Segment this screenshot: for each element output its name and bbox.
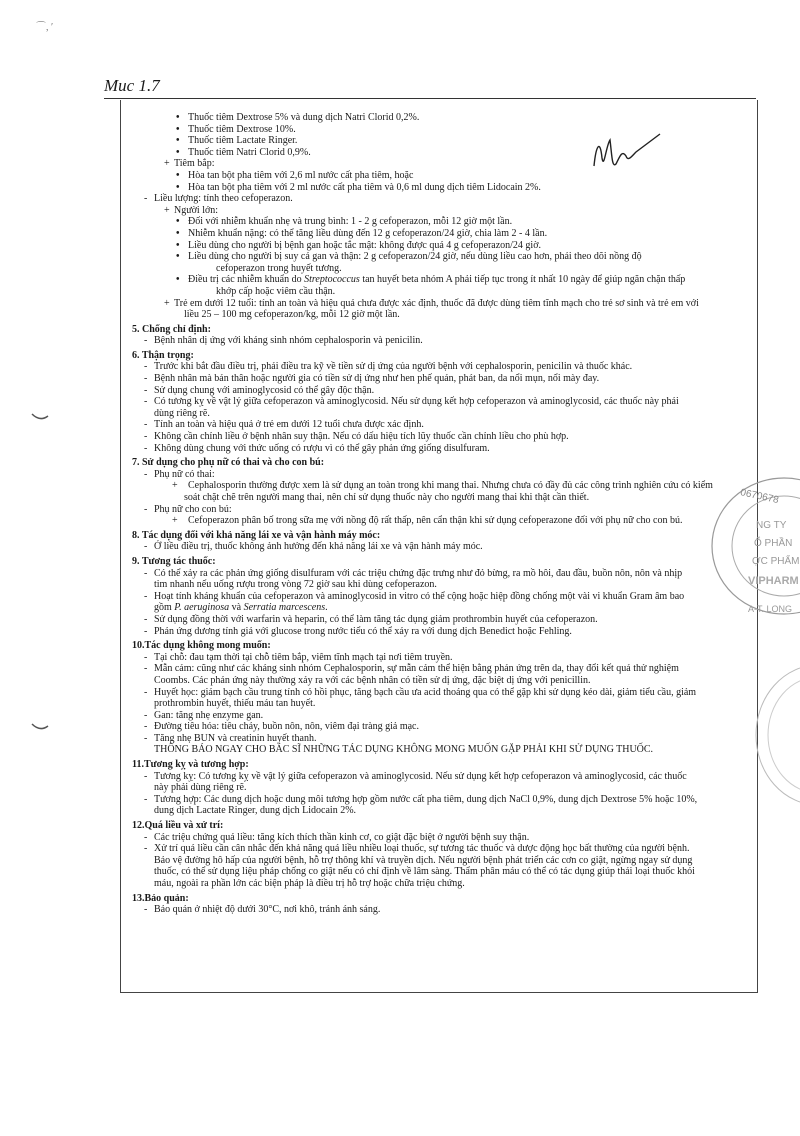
list-item: - Tính an toàn và hiệu quả ở trẻ em dưới 12 tuổi chưa được xác định. — [132, 419, 752, 431]
stamp-line: NG TY — [756, 520, 787, 531]
section-heading: 6. Thận trọng: — [132, 349, 194, 361]
list-item: - Có thể xảy ra các phản ứng giống disulfuram với các triệu chứng đặc trưng như đỏ bừng, ra mồ hôi, đau đầu, buồn nôn, nôn và nhịp — [132, 568, 752, 580]
warning-notice: THÔNG BÁO NGAY CHO BÁC SĨ NHỮNG TÁC DỤNG KHÔNG MONG MUỐN GẶP PHẢI KHI SỬ DỤNG THUỐC. — [154, 744, 654, 756]
section-heading: 9. Tương tác thuốc: — [132, 555, 216, 567]
list-item: • Thuốc tiêm Dextrose 5% và dung dịch Natri Clorid 0,2%. — [132, 112, 752, 124]
list-item: - Phụ nữ có thai: — [132, 469, 752, 481]
list-item: - Hoạt tính kháng khuẩn của cefoperazon và aminoglycosid in vitro có thể cộng hoặc hiệp đồng chống một vài vi khuẩn Gram âm bao — [132, 591, 752, 603]
list-item-continuation: dùng riêng rẽ. — [154, 407, 210, 419]
section-heading: 7. Sử dụng cho phụ nữ có thai và cho con bú: — [132, 457, 325, 469]
sub-heading: + Tiêm bắp: — [132, 158, 752, 170]
list-item-continuation: prothrombin huyết, thiếu máu tan huyết. — [154, 698, 316, 710]
section-heading: 11.Tương kỵ và tương hợp: — [132, 759, 249, 771]
list-item: - Đường tiêu hóa: tiêu chảy, buồn nôn, nôn, viêm đại tràng giả mạc. — [132, 721, 752, 733]
list-item: - Tại chỗ: đau tạm thời tại chỗ tiêm bắp, viêm tĩnh mạch tại nơi tiêm truyền. — [132, 652, 752, 664]
list-item: • Nhiễm khuẩn nặng: có thể tăng liều dùng đến 12 g cefoperazon/24 giờ, chia làm 2 - 4 lần. — [132, 228, 752, 240]
list-item: - Xử trí quá liều cần cân nhắc đến khả năng quá liều nhiều loại thuốc, sự tương tác thuốc và dược động học bất thường của người bệnh. — [132, 843, 752, 855]
list-item: - Phụ nữ cho con bú: — [132, 504, 752, 516]
list-item: • Liều dùng cho người bị bệnh gan hoặc tắc mật: không được quá 4 g cefoperazon/24 giờ. — [132, 240, 752, 252]
stamp-line: Ổ PHẦN — [754, 538, 793, 549]
list-item: - Bệnh nhân dị ứng với kháng sinh nhóm cephalosporin và penicilin. — [132, 335, 752, 347]
list-item: - Sử dụng đồng thời với warfarin và heparin, có thể làm tăng tác dụng giảm prothrombin huyết của cefoperazon. — [132, 614, 752, 626]
list-item-continuation: gồm P. aeruginosa và Serratia marcescens. — [154, 602, 328, 614]
list-item: - Bệnh nhân mà bản thân hoặc người gia có tiền sử dị ứng như hen phế quản, phát ban, da nổi mụn, nổi mày đay. — [132, 373, 752, 385]
header-rule — [104, 98, 756, 99]
list-item: - Tăng nhẹ BUN và creatinin huyết thanh. — [132, 733, 752, 745]
list-item-continuation: tim nhanh nếu uống rượu trong vòng 72 giờ sau khi dùng cefoperazon. — [154, 579, 437, 591]
list-item: - Mẫn cảm: cũng như các kháng sinh nhóm Cephalosporin, sự mẫn cảm thể hiện bằng phản ứng trên da, thay đổi kết quả thử nghiệm — [132, 663, 752, 675]
list-item: - Sử dụng chung với aminoglycosid có thể gây độc thận. — [132, 385, 752, 397]
list-item: + Cefoperazon phân bố trong sữa mẹ với nồng độ rất thấp, nên cẩn thận khi sử dụng cefoperazone đối với phụ nữ cho con bú. — [132, 515, 752, 527]
list-item: - Huyết học: giảm bạch cầu trung tính có hồi phục, tăng bạch cầu ưa acid thoáng qua có thể gặp khi sử dụng kéo dài, giảm tiểu cầu, giảm — [132, 687, 752, 699]
list-item: - Gan: tăng nhẹ enzyme gan. — [132, 710, 752, 722]
corner-scribble: ⌒, ′ — [36, 22, 54, 33]
list-item: • Hòa tan bột pha tiêm với 2,6 ml nước cất pha tiêm, hoặc — [132, 170, 752, 182]
list-item-continuation: dung dịch Lactate Ringer, dung dịch Lidocain 2%. — [154, 805, 357, 817]
stamp-number: 0670678 — [739, 487, 780, 507]
section-heading: 13.Bảo quản: — [132, 892, 189, 904]
list-item: • Điều trị các nhiễm khuẩn do Streptococcus tan huyết beta nhóm A phải tiếp tục trong ít nhất 10 ngày để giúp ngăn chặn thấp — [132, 274, 752, 286]
list-item: • Thuốc tiêm Lactate Ringer. — [132, 135, 752, 147]
list-item-continuation: thuốc, có thể sử dụng liệu pháp chống co giật nếu có chỉ định về lâm sàng. Thẩm phân máu có thể có tác dụng giúp thải loại thuốc khỏi — [154, 866, 695, 878]
sub-heading: + Người lớn: — [132, 205, 752, 217]
organism-name: Streptococcus — [304, 274, 360, 286]
list-item-continuation: Coombs. Các phản ứng này thường xảy ra với các bệnh nhân có tiền sử dị ứng, đặc biệt dị ứng với penicillin. — [154, 674, 591, 686]
section-heading: 12.Quá liều và xử trí: — [132, 820, 224, 832]
list-item: - Ở liều điều trị, thuốc không ảnh hưởng đến khả năng lái xe và vận hành máy móc. — [132, 541, 752, 553]
list-item: • Liều dùng cho người bị suy cả gan và thận: 2 g cefoperazon/24 giờ, nếu dùng liều cao hơn, phải theo dõi nồng độ — [132, 251, 752, 263]
section-heading: 8. Tác dụng đối với khả năng lái xe và vận hành máy móc: — [132, 529, 381, 541]
stamp-line: ỢC PHẨM — [752, 556, 800, 567]
list-item-continuation: máu, ngoài ra phần lớn các biện pháp là điều trị hỗ trợ hoặc chữa triệu chứng. — [154, 878, 465, 889]
list-item: - Phản ứng dương tính giả với glucose trong nước tiểu có thể xảy ra với dung dịch Benedict hoặc Fehling. — [132, 626, 752, 638]
section-heading: 10.Tác dụng không mong muốn: — [132, 640, 271, 652]
list-item: - Tương kỵ: Có tương kỵ về vật lý giữa cefoperazon và aminoglycosid. Nếu sử dụng kết hợp cefoperazon và aminoglycosid, các thuốc — [132, 771, 752, 783]
partial-stamp-mark — [748, 660, 800, 810]
list-item: • Thuốc tiêm Natri Clorid 0,9%. — [132, 147, 752, 159]
list-item-continuation: liều 25 – 100 mg cefoperazon/kg, mỗi 12 giờ một lần. — [184, 309, 400, 321]
list-item-continuation: khớp cấp hoặc viêm cầu thận. — [216, 285, 336, 297]
section-heading: 5. Chống chỉ định: — [132, 323, 211, 335]
list-item: - Trước khi bắt đầu điều trị, phải điều tra kỹ về tiền sử dị ứng của người bệnh với cephalosporin, penicilin và thuốc khác. — [132, 361, 752, 373]
list-item: - Liều lượng: tính theo cefoperazon. — [132, 193, 752, 205]
list-item-continuation: cefoperazon trong huyết tương. — [216, 262, 342, 274]
list-item: - Không dùng chung với thức uống có rượu vì có thể gây phản ứng giống disulfuram. — [132, 443, 752, 455]
list-item: + Cephalosporin thường được xem là sử dụng an toàn trong khi mang thai. Nhưng chưa có đầy đủ các công trình nghiên cứu có kiểm — [132, 480, 752, 492]
organism-name: P. aeruginosa — [174, 602, 230, 614]
list-item: - Có tương kỵ về vật lý giữa cefoperazon và aminoglycosid. Nếu sử dụng kết hợp cefoperazon và aminoglycosid, các thuốc này phải — [132, 396, 752, 408]
list-item: • Hòa tan bột pha tiêm với 2 ml nước cất pha tiêm và 0,6 ml dung dịch tiêm Lidocain 2%. — [132, 182, 752, 194]
document-body — [132, 112, 752, 916]
organism-name: Serratia marcescens — [243, 602, 326, 614]
list-item-continuation: Bảo vệ đường hô hấp của người bệnh, hỗ trợ thông khí và truyền dịch. Nếu người bệnh phát triển các cơn co giật, ngừng ngay sử dụng — [154, 854, 693, 866]
list-item: - Không cần chỉnh liều ở bệnh nhân suy thận. Nếu có dấu hiệu tích lũy thuốc cần chỉnh liều cho phù hợp. — [132, 431, 752, 443]
punch-hole-mark — [30, 722, 50, 732]
list-item: - Các triệu chứng quá liều: tăng kích thích thần kinh cơ, co giật đặc biệt ở người bệnh suy thận. — [132, 832, 752, 844]
stamp-line: VIPHARM — [748, 575, 799, 587]
page-header-title: Muc 1.7 — [104, 76, 160, 95]
punch-hole-mark — [30, 412, 50, 422]
list-item-continuation: soát chặt chẽ trên người mang thai, nên chỉ sử dụng thuốc này cho người mang thai khi thật cần thiết. — [184, 492, 590, 503]
stamp-line: A-T. LONG — [748, 604, 793, 614]
list-item: • Đối với nhiễm khuẩn nhẹ và trung bình: 1 - 2 g cefoperazon, mỗi 12 giờ một lần. — [132, 216, 752, 228]
list-item: - Tương hợp: Các dung dịch hoặc dung môi tương hợp gồm nước cất pha tiêm, dung dịch NaCl 0,9%, dung dịch Dextrose 5% hoặc 10%, — [132, 794, 752, 806]
list-item: • Thuốc tiêm Dextrose 10%. — [132, 124, 752, 136]
list-item: - Bảo quản ở nhiệt độ dưới 30°C, nơi khô, tránh ánh sáng. — [132, 904, 752, 916]
list-item-continuation: này phải dùng riêng rẽ. — [154, 782, 247, 794]
list-item: + Trẻ em dưới 12 tuổi: tính an toàn và hiệu quả chưa được xác định, thuốc đã được dùng tiêm tĩnh mạch cho trẻ sơ sinh và trẻ em với — [132, 298, 752, 310]
